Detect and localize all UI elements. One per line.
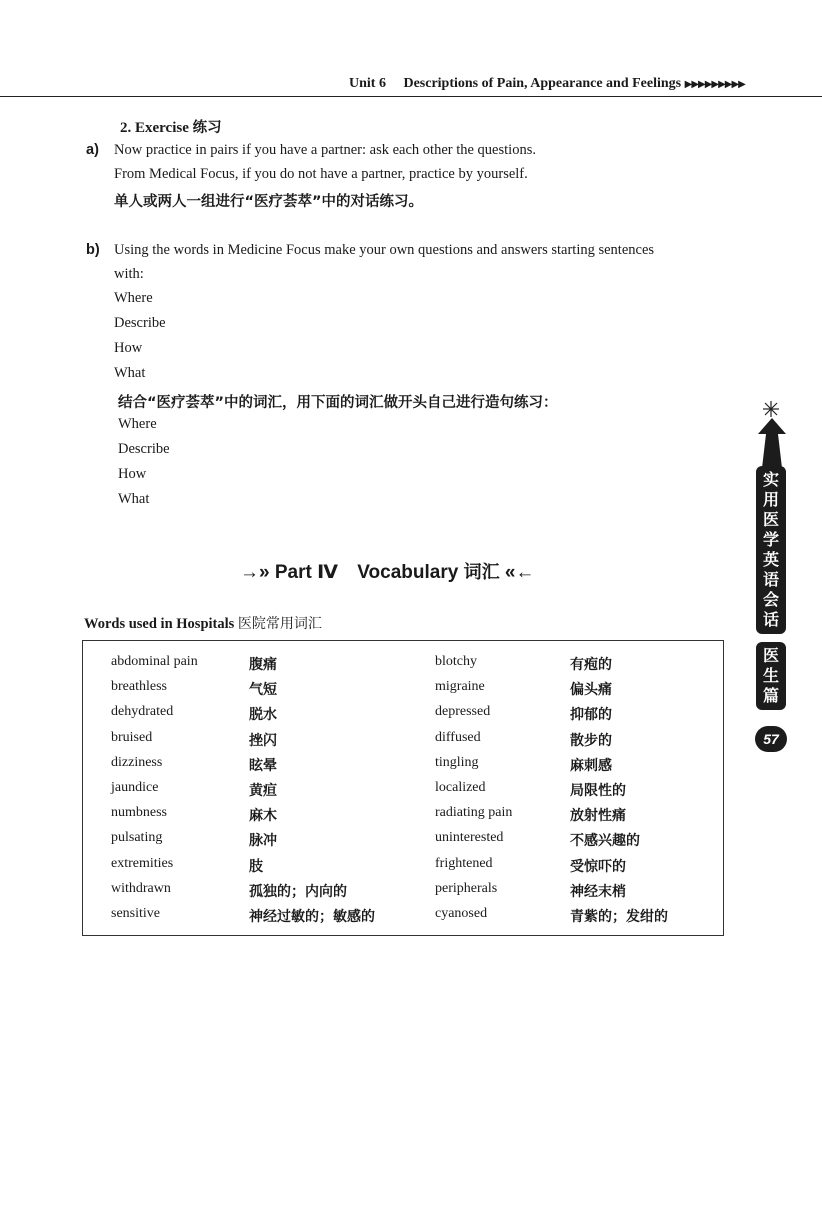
series-char: 会 xyxy=(762,590,779,609)
unit-label: Unit 6 xyxy=(349,76,386,91)
item-b-line2: with: xyxy=(114,266,144,282)
vocab-term: frightened xyxy=(435,855,493,871)
vocab-translation: 神经过敏的；敏感的 xyxy=(249,909,375,925)
starter-word: Where xyxy=(118,416,157,432)
exercise-heading xyxy=(120,116,222,137)
vocab-translation: 脉冲 xyxy=(249,833,277,850)
series-title-tab xyxy=(756,466,786,634)
vocab-term: extremities xyxy=(111,855,174,871)
vocab-translation: 散步的 xyxy=(570,732,612,749)
part-heading xyxy=(240,558,534,584)
vocab-term: bruised xyxy=(111,729,153,745)
item-b-cn: 结合“医疗荟萃”中的词汇，用下面的词汇做开头自己进行造句练习： xyxy=(118,395,558,411)
volume-title-tab xyxy=(756,642,786,710)
vocab-term: breathless xyxy=(111,679,167,695)
part-title-cn: 词汇 xyxy=(463,562,500,583)
vocab-heading-cn: 医院常用词汇 xyxy=(237,616,322,632)
vocab-term: peripherals xyxy=(435,880,498,896)
vocab-translation: 有疱的 xyxy=(570,657,612,673)
item-b-line1: Using the words in Medicine Focus make your own questions and answers starting sentences xyxy=(114,242,655,258)
starter-word: Describe xyxy=(114,315,166,331)
starter-word: What xyxy=(118,491,150,507)
vocab-heading xyxy=(84,613,322,633)
vocab-term: diffused xyxy=(435,729,481,745)
sparkle-icon xyxy=(762,400,780,418)
vocab-term: tingling xyxy=(435,754,479,770)
vocab-translation: 气短 xyxy=(249,682,277,699)
header-arrows: ▶▶▶▶▶▶▶▶▶ xyxy=(684,79,745,90)
vocab-term: radiating pain xyxy=(435,805,513,821)
header-rule xyxy=(0,96,822,97)
vocab-term: withdrawn xyxy=(111,880,171,896)
vocab-translation: 脱水 xyxy=(249,707,277,724)
item-a-cn: 单人或两人一组进行“医疗荟萃”中的对话练习。 xyxy=(114,194,424,210)
vocab-translation: 麻刺感 xyxy=(570,757,612,774)
vocab-term: depressed xyxy=(435,704,491,720)
vocab-term: blotchy xyxy=(435,654,477,669)
exercise-number: 2. xyxy=(120,120,132,136)
series-char: 语 xyxy=(762,570,779,589)
vocab-translation: 不感兴趣的 xyxy=(570,833,640,850)
starter-word: Describe xyxy=(118,441,170,457)
vocab-translation: 神经末梢 xyxy=(570,883,626,900)
vocab-term: jaundice xyxy=(111,780,159,795)
vocab-translation: 眩晕 xyxy=(249,757,277,774)
vocab-translation: 放射性痛 xyxy=(570,808,626,825)
volume-char: 篇 xyxy=(762,686,779,705)
vocab-translation: 腹痛 xyxy=(249,657,277,673)
vocab-translation: 挫闪 xyxy=(249,732,277,749)
vocab-term: pulsating xyxy=(111,830,163,846)
series-char: 学 xyxy=(762,530,779,549)
running-header xyxy=(349,76,745,92)
vocab-term: dehydrated xyxy=(111,704,174,720)
vocab-translation: 肢 xyxy=(249,858,263,875)
vocab-translation: 受惊吓的 xyxy=(570,858,626,875)
vocab-term: abdominal pain xyxy=(111,654,198,669)
vocab-term: uninterested xyxy=(435,830,504,846)
volume-char: 生 xyxy=(762,666,779,685)
vocab-translation: 青紫的；发绀的 xyxy=(570,909,668,925)
starter-word: Where xyxy=(114,290,153,306)
vocab-translation: 黄疸 xyxy=(249,783,277,799)
bookmark-arrow-icon xyxy=(756,418,788,468)
item-a-marker: a) xyxy=(86,142,99,158)
vocab-heading-en: Words used in Hospitals xyxy=(84,616,235,632)
vocab-translation: 孤独的；内向的 xyxy=(249,883,347,900)
vocab-term: localized xyxy=(435,780,486,795)
vocab-translation: 麻木 xyxy=(249,808,277,825)
series-char: 医 xyxy=(762,510,779,529)
vocab-term: migraine xyxy=(435,679,485,695)
vocab-table xyxy=(82,640,724,936)
deco-arrow-right-icon: «← xyxy=(504,562,535,583)
vocab-term: numbness xyxy=(111,805,167,821)
vocab-term: sensitive xyxy=(111,906,160,921)
exercise-title-cn: 练习 xyxy=(192,120,222,136)
volume-char: 医 xyxy=(762,646,779,665)
part-number: Part Ⅳ xyxy=(274,562,338,583)
deco-arrow-left-icon: →» xyxy=(240,562,270,583)
item-a-line1: Now practice in pairs if you have a partner: ask each other the questions. xyxy=(114,142,536,158)
unit-title: Descriptions of Pain, Appearance and Feelings xyxy=(403,76,682,91)
page-number: 57 xyxy=(755,726,787,752)
item-a-line2: From Medical Focus, if you do not have a partner, practice by yourself. xyxy=(114,166,528,182)
vocab-translation: 局限性的 xyxy=(570,783,626,799)
vocab-term: dizziness xyxy=(111,754,163,770)
item-b-marker: b) xyxy=(86,242,100,258)
series-char: 话 xyxy=(762,610,779,629)
starter-word: What xyxy=(114,365,146,381)
series-char: 用 xyxy=(762,490,779,509)
exercise-title: Exercise xyxy=(135,120,189,136)
vocab-translation: 抑郁的 xyxy=(570,707,612,724)
starter-word: How xyxy=(118,466,147,482)
series-char: 实 xyxy=(762,470,779,489)
vocab-term: cyanosed xyxy=(435,906,488,921)
vocab-translation: 偏头痛 xyxy=(570,682,612,699)
series-char: 英 xyxy=(762,550,779,569)
starter-word: How xyxy=(114,340,143,356)
part-title: Vocabulary xyxy=(357,562,459,583)
